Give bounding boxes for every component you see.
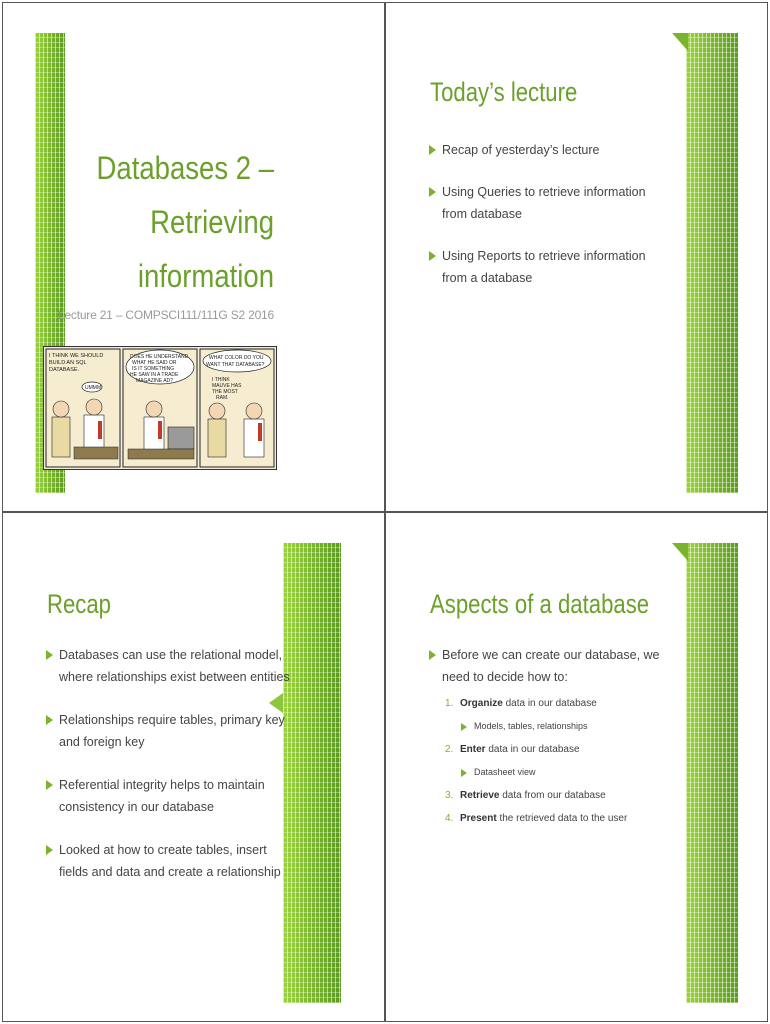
item-keyword: Present — [460, 813, 497, 824]
slide-subtitle: Lecture 21 – COMPSCI111/111G S2 2016 — [57, 308, 274, 322]
comic-text: WHAT HE SAID OR — [132, 360, 177, 366]
bullet-item: Databases can use the relational model, where relationships exist between entities — [45, 644, 290, 688]
comic-text: MAUVE HAS — [212, 383, 242, 389]
dilbert-comic-image — [43, 346, 277, 470]
decorative-green-bar — [283, 543, 341, 1003]
numbered-list — [428, 692, 688, 830]
comic-text: I THINK WE SHOULD — [49, 353, 104, 359]
item-number: 2. — [445, 744, 454, 755]
comic-text: RAM. — [216, 395, 229, 401]
bullet-list — [45, 644, 290, 904]
title-line: Retrieving — [150, 204, 274, 240]
item-keyword: Enter — [460, 744, 486, 755]
item-text: data in our database — [485, 744, 580, 755]
aspects-content — [428, 644, 688, 830]
item-text: data from our database — [499, 790, 606, 801]
numbered-item — [428, 784, 688, 807]
decorative-green-bar — [686, 543, 738, 1003]
title-line: Databases 2 – — [96, 150, 274, 186]
comic-text: UMMM — [85, 385, 102, 391]
sub-bullet: Datasheet view — [428, 761, 688, 784]
title-line: information — [137, 258, 274, 294]
item-number: 3. — [445, 790, 454, 801]
comic-text: WANT THAT DATABASE? — [206, 362, 265, 368]
slide-aspects-of-database — [385, 512, 768, 1022]
numbered-item — [428, 807, 688, 830]
item-text: the retrieved data to the user — [496, 813, 628, 824]
slide-recap — [2, 512, 385, 1022]
bullet-item: Referential integrity helps to maintain consistency in our database — [45, 774, 290, 818]
slide-title: Recap — [47, 589, 111, 619]
comic-text: HE SAW IN A TRADE — [130, 372, 179, 378]
numbered-item — [428, 692, 688, 715]
slide-main-title — [85, 141, 274, 303]
bullet-item: Looked at how to create tables, insert fields and data and create a relationship — [45, 839, 290, 883]
item-number: 1. — [445, 698, 454, 709]
slide-title: Today’s lecture — [430, 77, 578, 107]
item-keyword: Organize — [460, 698, 503, 709]
comic-text: WHAT COLOR DO YOU — [209, 355, 264, 361]
sub-bullet: Models, tables, relationships — [428, 715, 688, 738]
slide-title: Aspects of a database — [430, 589, 650, 619]
comic-text: IS IT SOMETHING — [132, 366, 175, 372]
numbered-item — [428, 738, 688, 761]
comic-text: I THINK — [212, 377, 230, 383]
comic-text: BUILD AN SQL — [49, 360, 87, 366]
item-number: 4. — [445, 813, 454, 824]
comic-text: THE MOST — [212, 389, 238, 395]
comic-text: MAGAZINE AD? — [136, 378, 173, 384]
bullet-item: Before we can create our database, we need to decide how to: — [428, 644, 688, 688]
bullet-item: Using Reports to retrieve information from a database — [428, 245, 673, 289]
slide-todays-lecture — [385, 2, 768, 512]
slide-title — [2, 2, 385, 512]
bullet-item: Relationships require tables, primary key and foreign key — [45, 709, 290, 753]
comic-text: DATABASE. — [49, 367, 80, 373]
item-keyword: Retrieve — [460, 790, 500, 801]
comic-text: DOES HE UNDERSTAND — [130, 354, 189, 360]
bullet-list — [428, 139, 673, 309]
bullet-item: Recap of yesterday’s lecture — [428, 139, 673, 161]
decorative-green-bar — [686, 33, 738, 493]
item-text: data in our database — [502, 698, 597, 709]
bullet-item: Using Queries to retrieve information from database — [428, 181, 673, 225]
